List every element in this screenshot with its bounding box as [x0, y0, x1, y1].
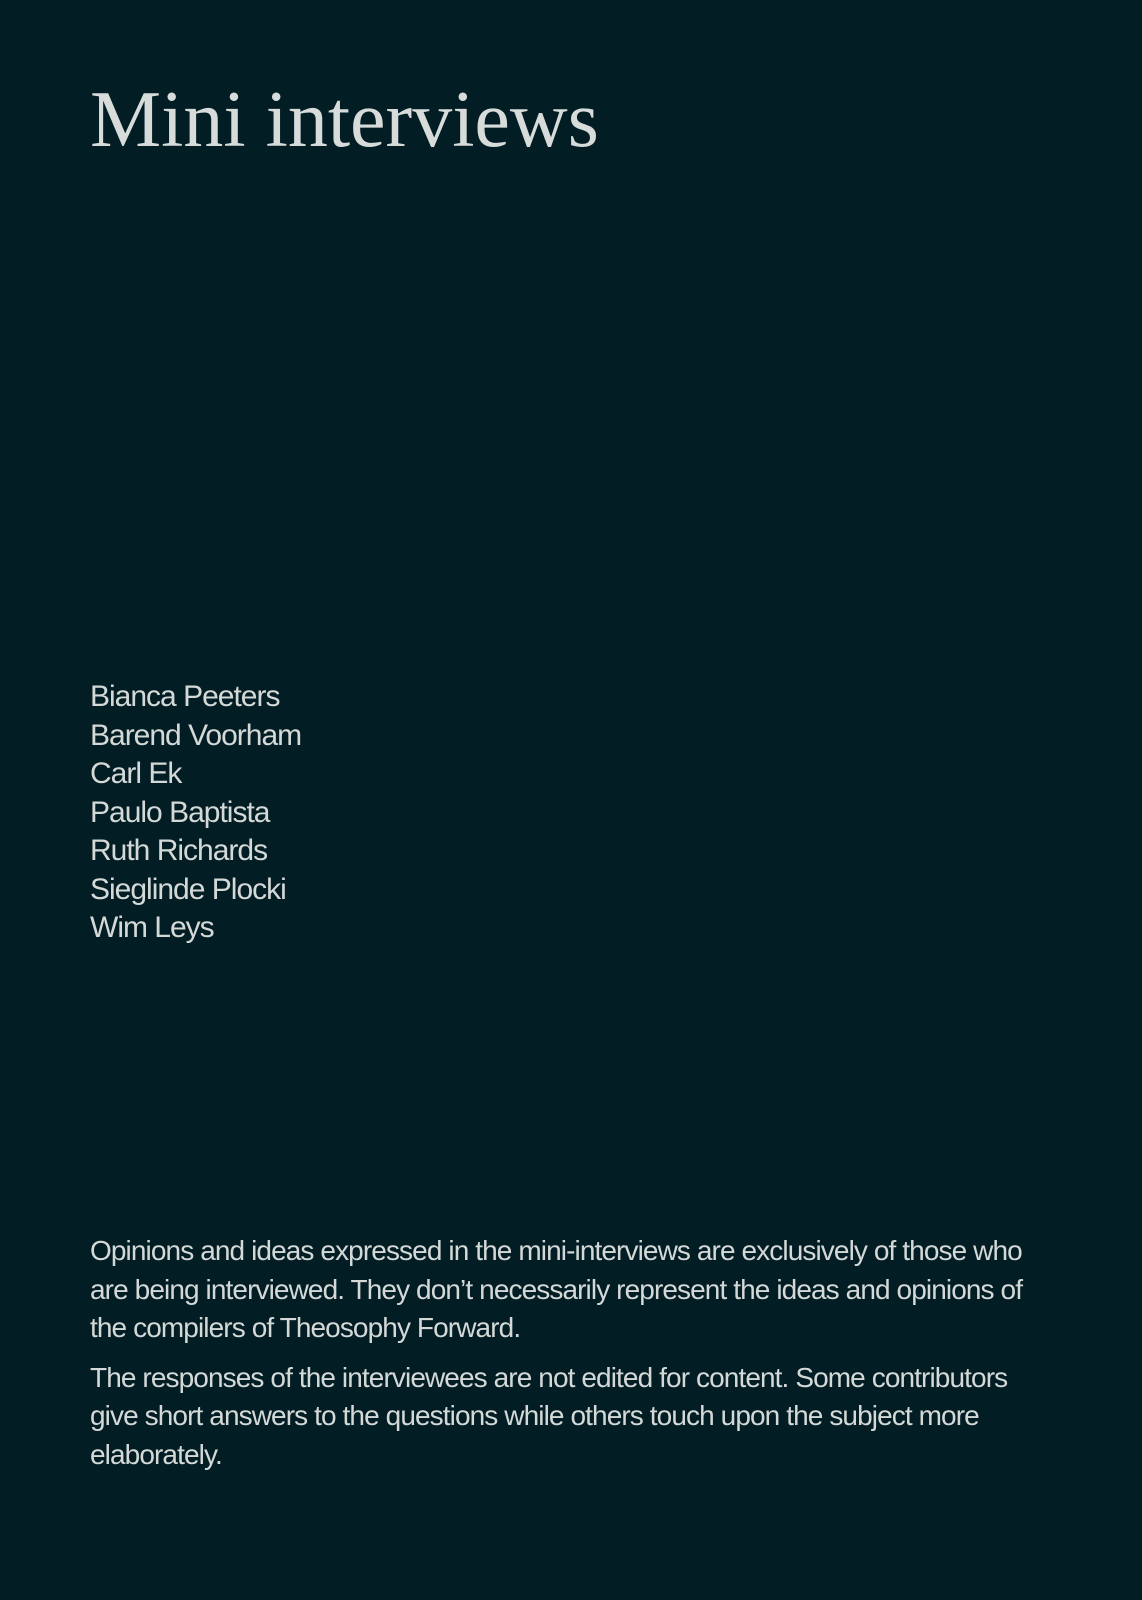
disclaimer [90, 1232, 1050, 1485]
disclaimer-paragraph: The responses of the interviewees are not edited for content. Some contributors give short answers to the questions while others touch upon the subject more elaborately. [90, 1361, 1008, 1470]
interviewee-name: Paulo Baptista [90, 795, 270, 829]
interviewee-list [90, 678, 301, 948]
interviewee-name: Sieglinde Plocki [90, 872, 286, 906]
interviewee-name: Bianca Peeters [90, 680, 280, 713]
interviewee-name: Carl Ek [90, 757, 182, 790]
interviewee-name: Barend Voorham [90, 718, 302, 752]
interviewee-name: Wim Leys [90, 911, 214, 944]
interviewee-name: Ruth Richards [90, 834, 268, 867]
disclaimer-paragraph: Opinions and ideas expressed in the mini-interviews are exclusively of those who are being interviewed. They don’t necessarily represent the ideas and opinions of the compilers of Theosophy Forward. [90, 1235, 1023, 1343]
page-title: Mini interviews [90, 76, 599, 164]
